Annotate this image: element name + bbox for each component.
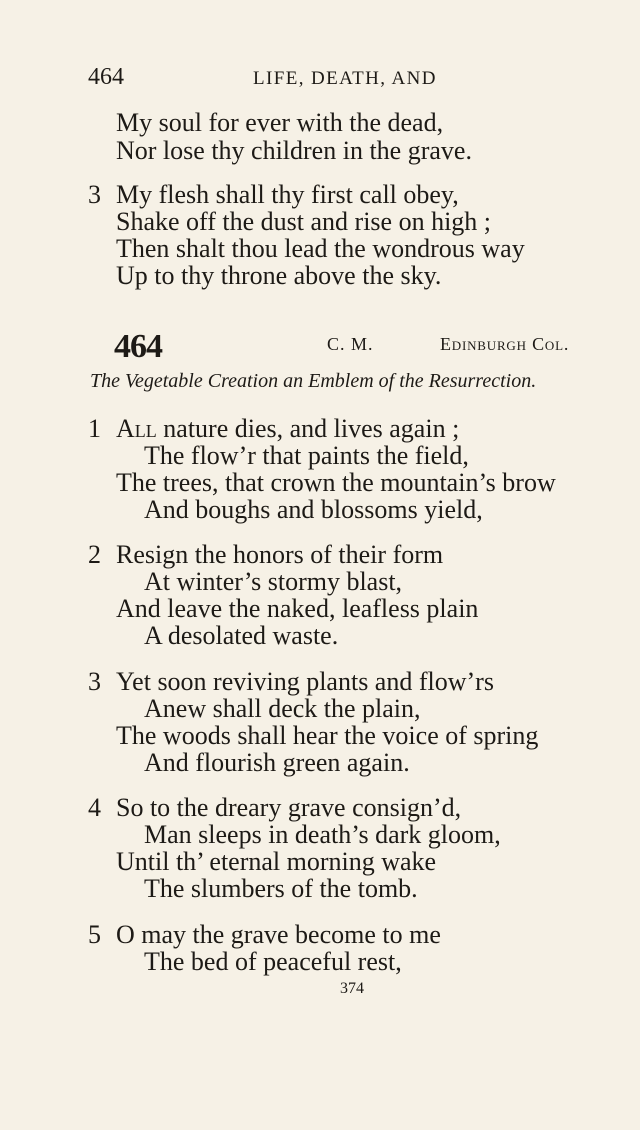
verse-line: So to the dreary grave consign’d, (116, 793, 462, 822)
verse-line: At winter’s stormy blast, (144, 567, 403, 596)
verse-line-rest: nature dies, and lives again ; (156, 414, 460, 443)
verse-line: Until th’ eternal morning wake (116, 847, 437, 876)
page-number: 464 (88, 64, 124, 90)
hymn-number: 464 (114, 328, 162, 365)
running-title: LIFE, DEATH, AND (253, 68, 437, 89)
running-head (88, 64, 600, 94)
verse-line: Up to thy throne above the sky. (116, 261, 442, 290)
verse-line: Man sleeps in death’s dark gloom, (144, 820, 501, 849)
verse-line: The woods shall hear the voice of spring (116, 721, 539, 750)
verse-line: Resign the honors of their form (116, 540, 444, 569)
verse-line: Nor lose thy children in the grave. (116, 136, 472, 165)
stanza-number: 4 (88, 793, 101, 822)
footer-page-number: 374 (340, 980, 364, 997)
verse-line: The slumbers of the tomb. (144, 874, 418, 903)
verse-line: The flow’r that paints the field, (144, 441, 469, 470)
stanza-number: 1 (88, 414, 101, 443)
verse-line: My soul for ever with the dead, (116, 108, 444, 137)
stanza-number: 3 (88, 667, 101, 696)
verse-line: And flourish green again. (144, 748, 410, 777)
verse-line: Then shalt thou lead the wondrous way (116, 234, 525, 263)
verse-line: And boughs and blossoms yield, (144, 495, 483, 524)
stanza-number: 5 (88, 920, 101, 949)
hymn-subject: The Vegetable Creation an Emblem of the Resurrection. (90, 370, 537, 392)
verse-line: The bed of peaceful rest, (144, 947, 402, 976)
verse-line: The trees, that crown the mountain’s brow (116, 468, 556, 497)
verse-line: And leave the naked, leafless plain (116, 594, 479, 623)
verse-line: My flesh shall thy first call obey, (116, 180, 459, 209)
verse-line: Yet soon reviving plants and flow’rs (116, 667, 494, 696)
verse-line: O may the grave become to me (116, 920, 441, 949)
hymn-tune: Edinburgh Col. (440, 334, 570, 354)
verse-line: A desolated waste. (144, 621, 339, 650)
drop-word: All (116, 414, 157, 443)
stanza-number: 3 (88, 180, 101, 209)
stanza-number: 2 (88, 540, 101, 569)
verse-line: Anew shall deck the plain, (144, 694, 421, 723)
verse-line: Shake off the dust and rise on high ; (116, 207, 492, 236)
verse-line (116, 414, 459, 444)
hymn-meter: C. M. (327, 334, 374, 354)
